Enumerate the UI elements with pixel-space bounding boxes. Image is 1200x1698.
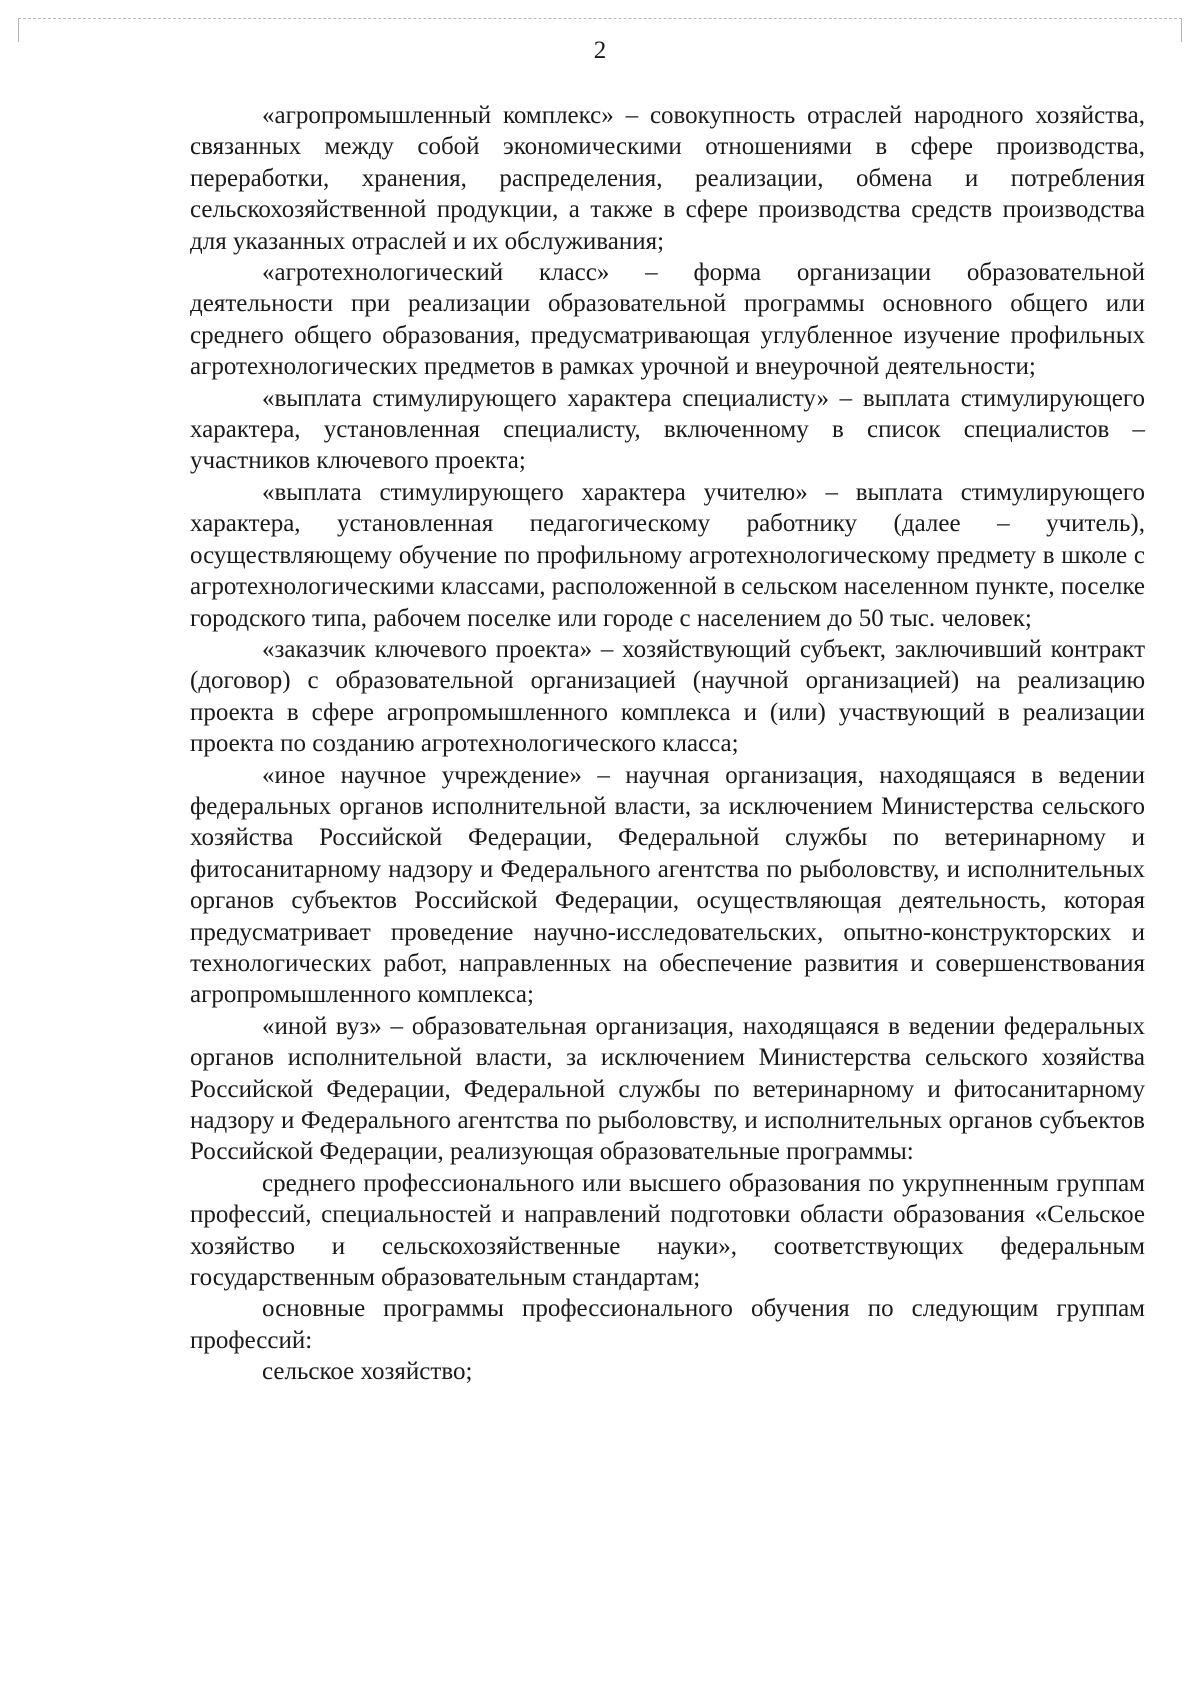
definition-other-scientific-institution: «иное научное учреждение» – научная организация, находящаяся в ведении федеральных органов исполнительной власти, за исключением Министерства сельского хозяйства Российской Федерации, Федеральной службы по ветеринарному и фитосанитарному надзору и Федерального агентства по рыболовству, и исполнительных органов субъектов Российской Федерации, осуществляющая деятельность, которая предусматривает проведение научно-исследовательских, опытно-конструкторских и технологических работ, направленных на обеспечение развития и совершенствования агропромышленного комплекса; [190, 761, 1145, 1009]
definition-specialist-payment: «выплата стимулирующего характера специалисту» – выплата стимулирующего характера, установленная специалисту, включенному в список специалистов – участников ключевого проекта; [190, 384, 1145, 475]
definition-agrotech-class: «агротехнологический класс» – форма организации образовательной деятельности при реализации образовательной программы основного общего или среднего общего образования, предусматривающая углубленное изучение профильных агротехнологических предметов в рамках урочной и внеурочной деятельности; [190, 259, 1145, 381]
page-number: 2 [593, 37, 607, 64]
definition-key-project-customer: «заказчик ключевого проекта» – хозяйствующий субъект, заключивший контракт (договор) с образовательной организацией (научной организацией) на реализацию проекта в сфере агропромышленного комплекса и (или) участвующий в реализации проекта по созданию агротехнологического класса; [190, 635, 1145, 758]
definition-teacher-payment: «выплата стимулирующего характера учителю» – выплата стимулирующего характера, установленная педагогическому работнику (далее – учитель), осуществляющему обучение по профильному агротехнологическому предмету в школе с агротехнологическими классами, расположенной в сельском населенном пункте, поселке городского типа, рабочем поселке или городе с населением до 50 тыс. человек; [190, 478, 1145, 632]
program-item-vocational-higher: среднего профессионального или высшего образования по укрупненным группам профессий, специальностей и направлений подготовки области образования «Сельское хозяйство и сельскохозяйственные науки», соответствующих федеральным государственным образовательным стандартам; [190, 1169, 1145, 1292]
definition-other-university: «иной вуз» – образовательная организация, находящаяся в ведении федеральных органов исполнительной власти, за исключением Министерства сельского хозяйства Российской Федерации, Федеральной службы по ветеринарному и фитосанитарному надзору и Федерального агентства по рыболовству, и исполнительных органов субъектов Российской Федерации, реализующая образовательные программы: [190, 1012, 1145, 1166]
program-item-professional-training: основные программы профессионального обучения по следующим группам профессий: [190, 1295, 1145, 1354]
scan-border-top [18, 18, 1182, 19]
document-body [190, 100, 1145, 1388]
profession-group-agriculture: сельское хозяйство; [262, 1358, 473, 1386]
definition-agro-industrial-complex: «агропромышленный комплекс» – совокупность отраслей народного хозяйства, связанных между собой экономическими отношениями в сфере производства, переработки, хранения, распределения, реализации, обмена и потребления сельскохозяйственной продукции, а также в сфере производства средств производства для указанных отраслей и их обслуживания; [190, 102, 1145, 255]
